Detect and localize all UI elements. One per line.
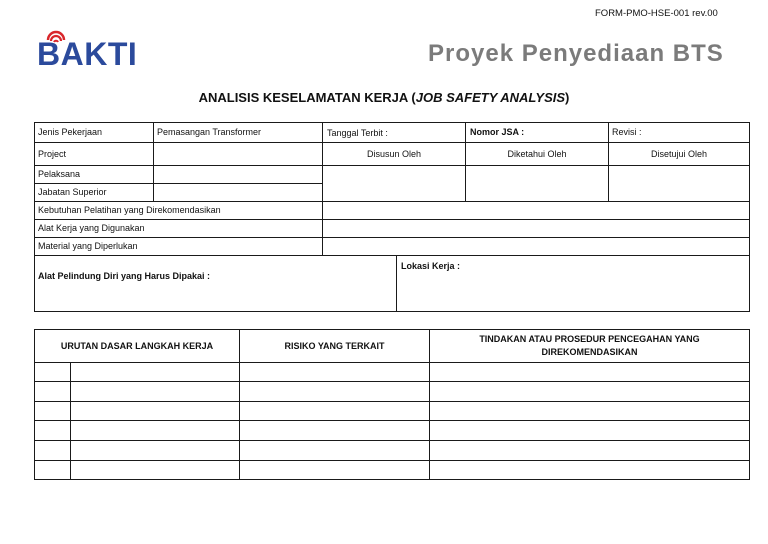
diketahui-label: Diketahui Oleh bbox=[507, 149, 567, 159]
disetujui-label: Disetujui Oleh bbox=[650, 149, 708, 159]
revisi-label: Revisi : bbox=[612, 127, 642, 137]
project-label: Project bbox=[38, 149, 67, 159]
nomor-label: Nomor JSA : bbox=[470, 127, 525, 137]
title-italic: JOB SAFETY ANALYSIS bbox=[415, 90, 566, 105]
jenis-value: Pemasangan Transformer bbox=[157, 127, 262, 137]
tanggal-label: Tanggal Terbit : bbox=[327, 128, 388, 138]
logo-text: BAKTI bbox=[37, 36, 138, 72]
jenis-label: Jenis Pekerjaan bbox=[38, 127, 103, 137]
col-risiko-header: RISIKO YANG TERKAIT bbox=[284, 341, 385, 351]
apd-label: Alat Pelindung Diri yang Harus Dipakai : bbox=[38, 271, 211, 281]
pelaksana-label: Pelaksana bbox=[38, 169, 81, 179]
document-title: ANALISIS KESELAMATAN KERJA (JOB SAFETY ANALYSIS) bbox=[198, 90, 570, 105]
material-label: Material yang Diperlukan bbox=[38, 241, 138, 251]
jabatan-label: Jabatan Superior bbox=[38, 187, 107, 197]
form-code: FORM-PMO-HSE-001 rev.00 bbox=[595, 8, 718, 19]
project-title: Proyek Penyediaan BTS bbox=[428, 40, 724, 67]
col-tindakan-header-line2: DIREKOMENDASIKAN bbox=[541, 347, 638, 357]
col-urutan-header: URUTAN DASAR LANGKAH KERJA bbox=[60, 341, 214, 351]
disusun-label: Disusun Oleh bbox=[366, 149, 422, 159]
alat-label: Alat Kerja yang Digunakan bbox=[38, 223, 145, 233]
col-tindakan-header-line1: TINDAKAN ATAU PROSEDUR PENCEGAHAN YANG bbox=[479, 334, 700, 344]
kebutuhan-label: Kebutuhan Pelatihan yang Direkomendasikan bbox=[38, 205, 221, 215]
lokasi-label: Lokasi Kerja : bbox=[401, 261, 461, 271]
